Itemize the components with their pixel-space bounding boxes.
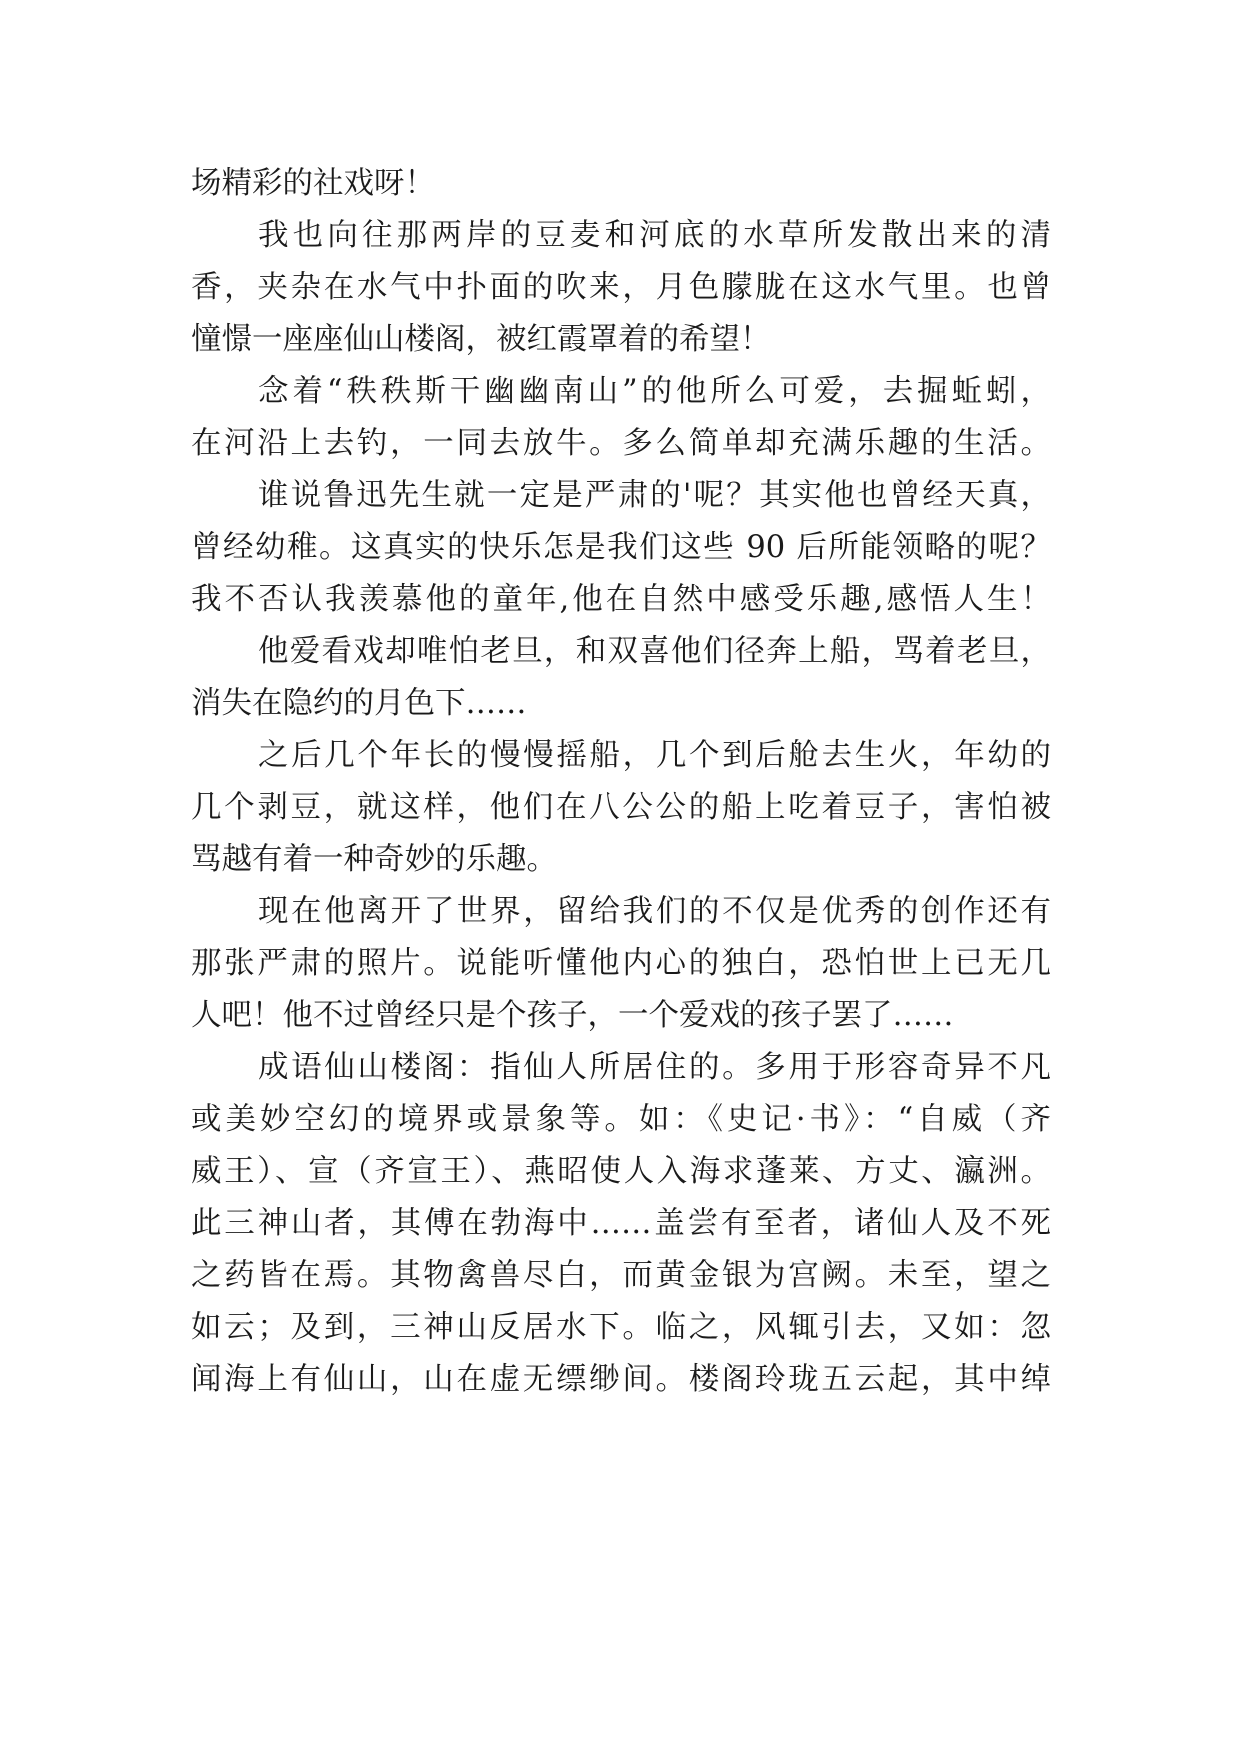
text-line: 或美妙空幻的境界或景象等。如：《史记·书》：“自威（齐 — [191, 1102, 1051, 1137]
text-line: 此三神山者，其傅在勃海中……盖尝有至者，诸仙人及不死 — [191, 1206, 1051, 1241]
text-line: 之药皆在焉。其物禽兽尽白，而黄金银为宫阙。未至，望之 — [191, 1258, 1051, 1293]
text-line: 念着“秩秩斯干幽幽南山”的他所么可爱，去掘蚯蚓， — [258, 374, 1051, 409]
text-line: 之后几个年长的慢慢摇船，几个到后舱去生火，年幼的 — [258, 738, 1051, 773]
text-line: 曾经幼稚。这真实的快乐怎是我们这些 90 后所能领略的呢？ — [191, 530, 1051, 565]
text-line: 香，夹杂在水气中扑面的吹来，月色朦胧在这水气里。也曾 — [191, 270, 1051, 305]
body-text — [191, 158, 1051, 1406]
text-line: 憧憬一座座仙山楼阁，被红霞罩着的希望！ — [191, 322, 771, 357]
text-line: 谁说鲁迅先生就一定是严肃的'呢？其实他也曾经天真， — [258, 478, 1051, 513]
text-line: 几个剥豆，就这样，他们在八公公的船上吃着豆子，害怕被 — [191, 790, 1051, 825]
text-line: 骂越有着一种奇妙的乐趣。 — [191, 842, 557, 877]
text-line: 威王）、宣（齐宣王）、燕昭使人入海求蓬莱、方丈、瀛洲。 — [191, 1154, 1051, 1189]
text-line: 那张严肃的照片。说能听懂他内心的独白，恐怕世上已无几 — [191, 946, 1051, 981]
text-line: 人吧！他不过曾经只是个孩子，一个爱戏的孩子罢了…… — [191, 998, 954, 1033]
text-line: 闻海上有仙山，山在虚无缥缈间。楼阁玲珑五云起，其中绰 — [191, 1362, 1051, 1397]
text-line: 我也向往那两岸的豆麦和河底的水草所发散出来的清 — [258, 218, 1051, 253]
text-line: 成语仙山楼阁：指仙人所居住的。多用于形容奇异不凡 — [258, 1050, 1051, 1085]
text-line: 他爱看戏却唯怕老旦，和双喜他们径奔上船，骂着老旦， — [258, 634, 1051, 669]
text-line: 场精彩的社戏呀！ — [191, 166, 435, 201]
text-line: 现在他离开了世界，留给我们的不仅是优秀的创作还有 — [258, 894, 1051, 929]
text-line: 在河沿上去钓，一同去放牛。多么简单却充满乐趣的生活。 — [191, 426, 1051, 461]
text-line: 我不否认我羡慕他的童年,他在自然中感受乐趣,感悟人生！ — [191, 582, 1051, 617]
text-line: 如云；及到，三神山反居水下。临之，风辄引去，又如：忽 — [191, 1310, 1051, 1345]
text-line: 消失在隐约的月色下…… — [191, 686, 527, 721]
